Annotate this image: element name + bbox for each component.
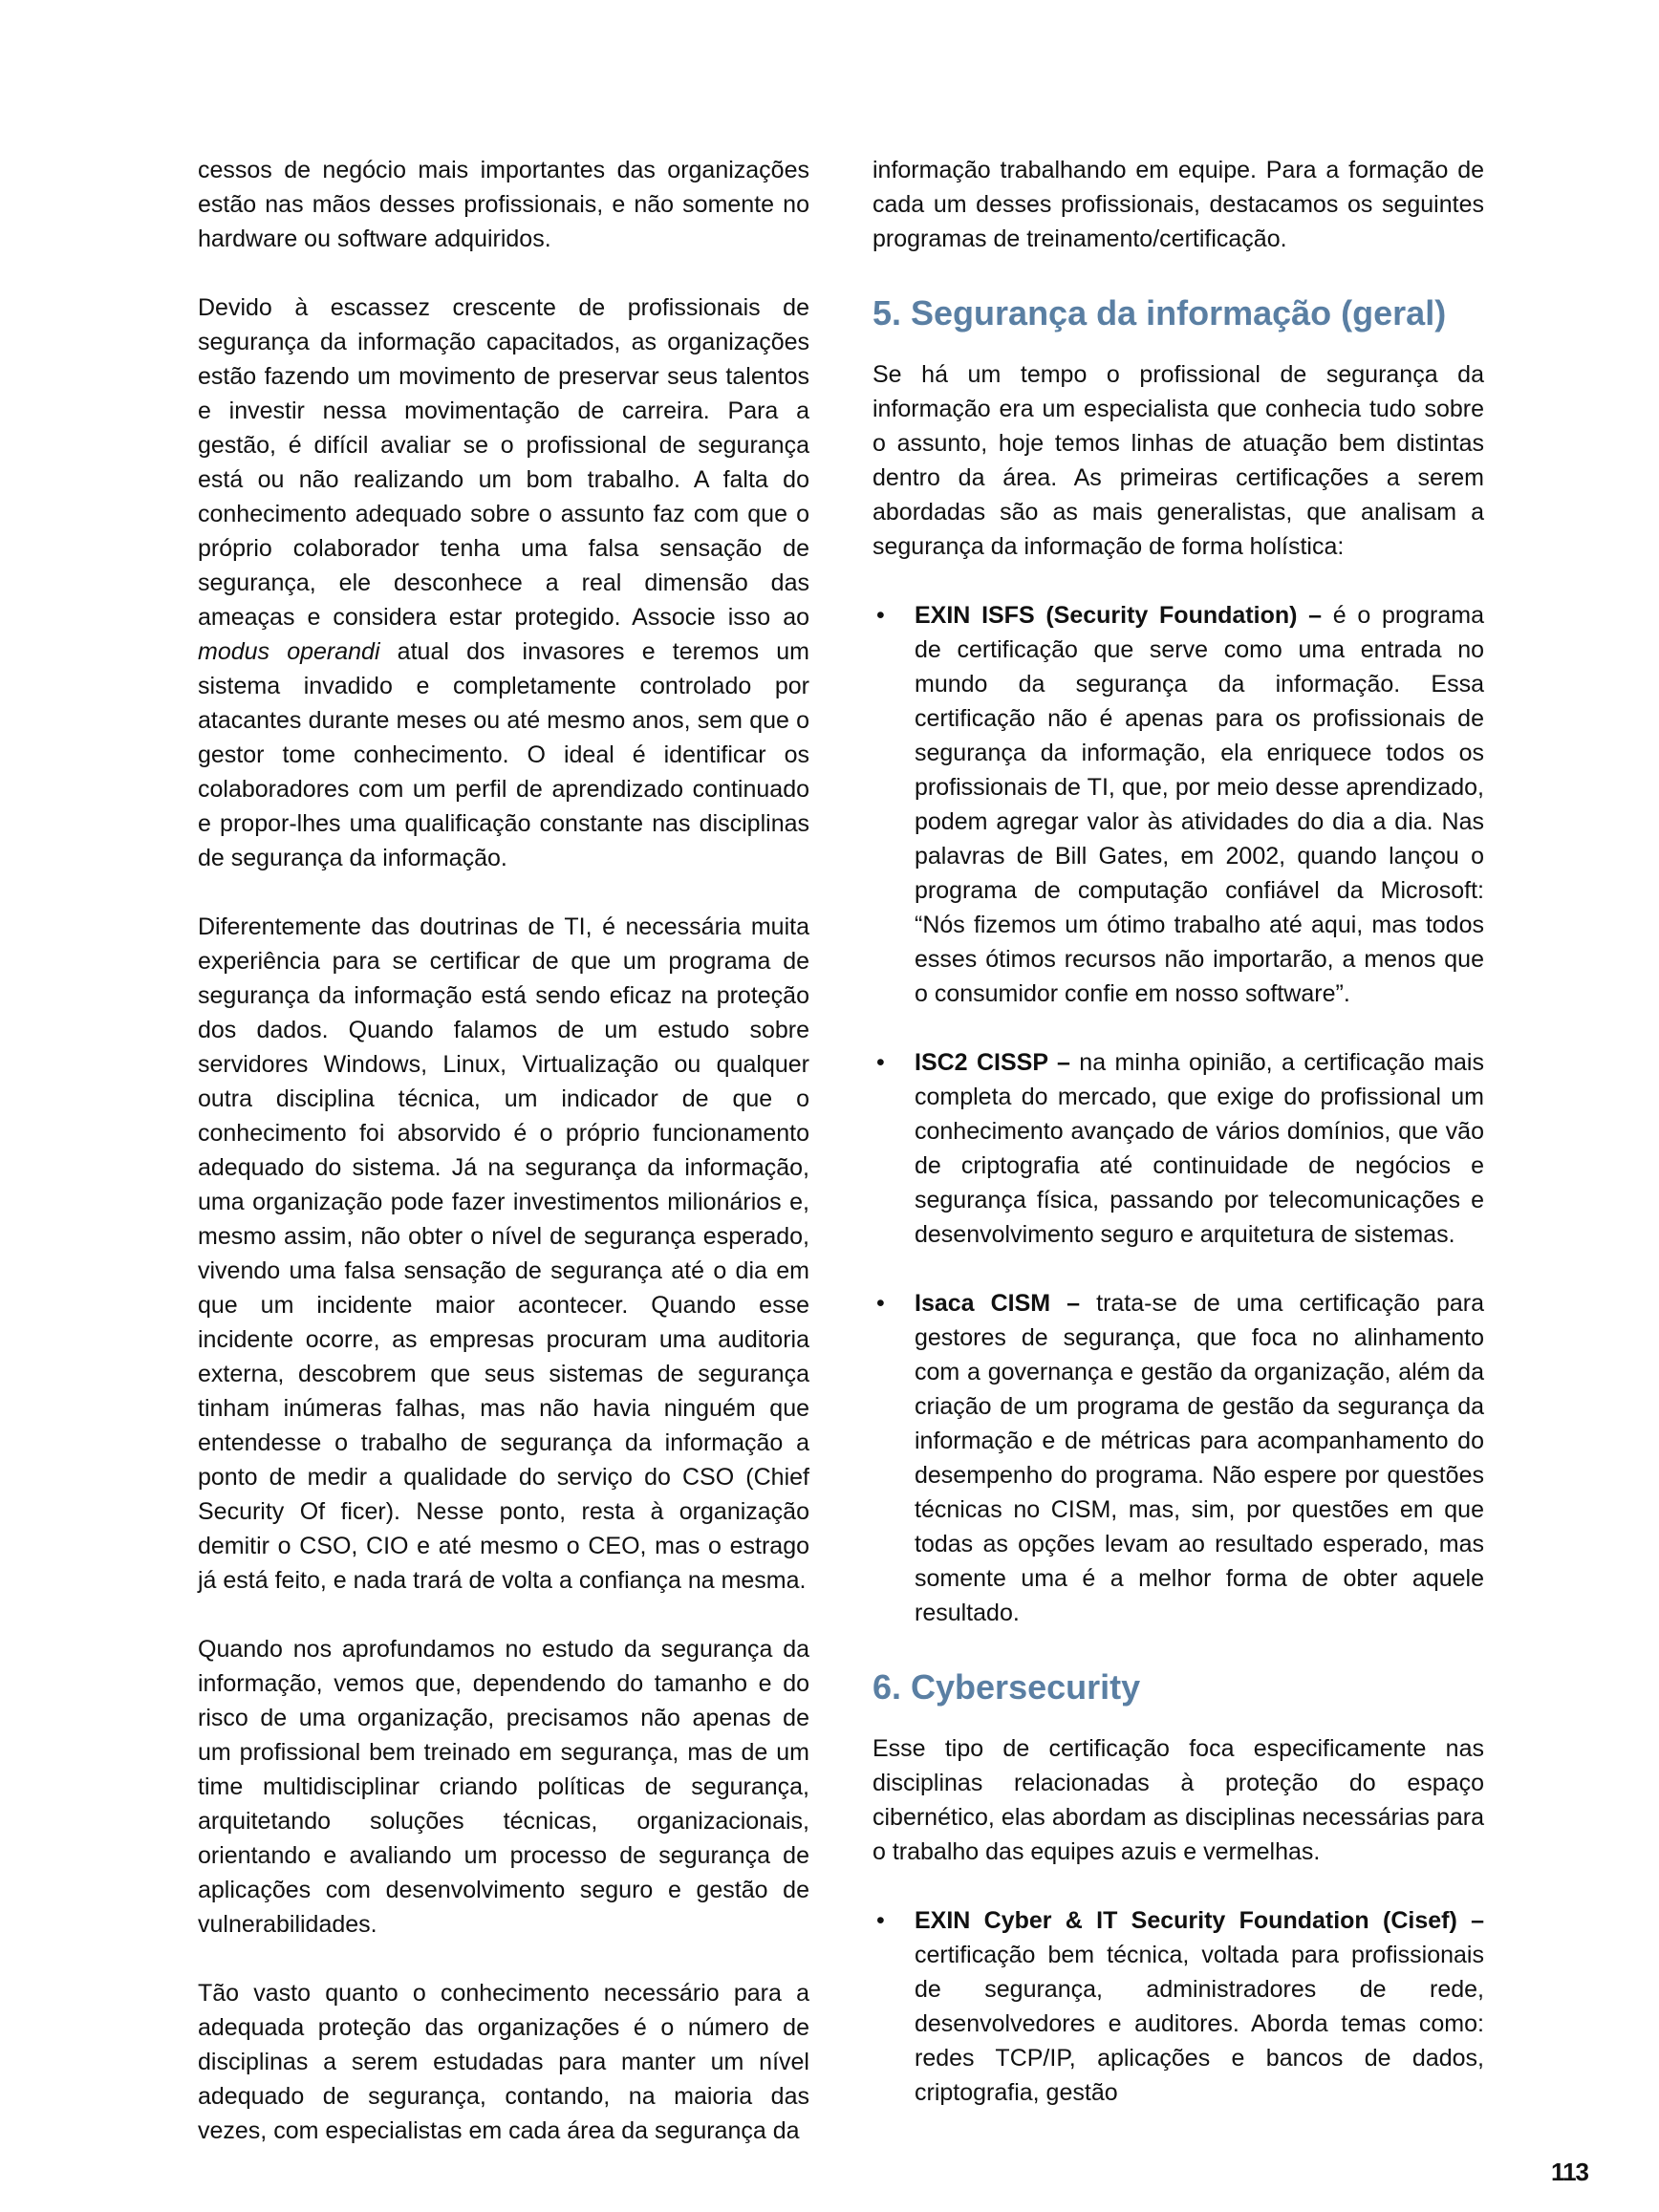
certification-name: EXIN Cyber & IT Security Foundation (Cisef) – — [915, 1907, 1484, 1934]
section-5-intro: Se há um tempo o profissional de segurança da informação era um especialista que conhecia tudo sobre o assunto, hoje temos linhas de atuação bem distintas dentro da área. As primeiras certificações a serem abordadas são as mais generalistas, que analisam a segurança da informação de forma holística: — [873, 361, 1484, 560]
bullet-icon: • — [876, 1907, 885, 1934]
list-item — [873, 1045, 1484, 1252]
certification-name: ISC2 CISSP – — [915, 1049, 1070, 1076]
paragraph: cessos de negócio mais importantes das organizações estão nas mãos desses profissionais, e não somente no hardware ou software adquiridos. — [198, 157, 809, 252]
section-5-list — [873, 598, 1484, 1630]
page-number: 113 — [1551, 2158, 1588, 2186]
section-6-list — [873, 1903, 1484, 2110]
paragraph: informação trabalhando em equipe. Para a formação de cada um desses profissionais, destacamos os seguintes programas de treinamento/certificação. — [873, 157, 1484, 252]
paragraph-text: Devido à escassez crescente de profissionais de segurança da informação capacitados, as organizações estão fazendo um movimento de preservar seus talentos e investir nessa movimentação de carreira. Para a gestão, é difícil avaliar se o profissional de segurança está ou não realizando um bom trabalho. A falta do conhecimento adequado sobre o assunto faz com que o próprio colaborador tenha uma falsa sensação de segurança, ele desconhece a real dimensão das ameaças e considera estar protegido. Associe isso ao — [198, 294, 809, 631]
certification-description: é o programa de certificação que serve como uma entrada no mundo da segurança da informação. Essa certificação não é apenas para os profissionais de segurança da informação, ela enriquece todos os profissionais de TI, que, por meio desse aprendizado, podem agregar valor às atividades do dia a dia. Nas palavras de Bill Gates, em 2002, quando lançou o programa de computação confiável da Microsoft: “Nós fizemos um ótimo trabalho até aqui, mas todos esses ótimos recursos não importarão, a menos que o consumidor confie em nosso software”. — [915, 602, 1485, 1007]
paragraph: Tão vasto quanto o conhecimento necessário para a adequada proteção das organizações é o número de disciplinas a serem estudadas para manter um nível adequado de segurança, contando, na maioria das vezes, com especialistas em cada área da segurança da — [198, 1980, 809, 2144]
paragraph-text: atual dos invasores e teremos um sistema invadido e completamente controlado por atacantes durante meses ou até mesmo anos, sem que o gestor tome conhecimento. O ideal é identificar os colaboradores com um perfil de aprendizado continuado e propor-lhes uma qualificação constante nas disciplinas de segurança da informação. — [198, 638, 809, 871]
paragraph — [198, 290, 809, 875]
section-6-intro: Esse tipo de certificação foca especificamente nas disciplinas relacionadas à proteção do espaço cibernético, elas abordam as disciplinas necessárias para o trabalho das equipes azuis e vermelhas. — [873, 1735, 1484, 1865]
section-5-title: 5. Segurança da informação (geral) — [873, 293, 1447, 333]
bullet-icon: • — [876, 1290, 885, 1317]
right-column — [873, 153, 1484, 2144]
certification-description: na minha opinião, a certificação mais completa do mercado, que exige do profissional um conhecimento avançado de vários domínios, que vão de criptografia até continuidade de negócios e segurança física, passando por telecomunicações e desenvolvimento seguro e arquitetura de sistemas. — [915, 1049, 1484, 1248]
bullet-icon: • — [876, 1049, 885, 1076]
certification-name: Isaca CISM – — [915, 1290, 1081, 1317]
certification-description: certificação bem técnica, voltada para profissionais de segurança, administradores de rede, desenvolvedores e auditores. Aborda temas como: redes TCP/IP, aplicações e bancos de dados, criptografia, gestão — [915, 1942, 1484, 2106]
list-item — [873, 598, 1484, 1011]
list-item — [873, 1286, 1484, 1630]
paragraph: Quando nos aprofundamos no estudo da segurança da informação, vemos que, dependendo do tamanho e do risco de uma organização, precisamos não apenas de um profissional bem treinado em segurança, mas de um time multidisciplinar criando políticas de segurança, arquitetando soluções técnicas, organizacionais, orientando e avaliando um processo de segurança de aplicações com desenvolvimento seguro e gestão de vulnerabilidades. — [198, 1636, 809, 1938]
certification-name: EXIN ISFS (Security Foundation) – — [915, 602, 1323, 629]
italic-term: modus operandi — [198, 638, 380, 665]
list-item — [873, 1903, 1484, 2110]
paragraph: Diferentemente das doutrinas de TI, é necessária muita experiência para se certificar de que um programa de segurança da informação está sendo eficaz na proteção dos dados. Quando falamos de um estudo sobre servidores Windows, Linux, Virtualização ou qualquer outra disciplina técnica, um indicador de que o conhecimento foi absorvido é o próprio funcionamento adequado do sistema. Já na segurança da informação, uma organização pode fazer investimentos milionários e, mesmo assim, não obter o nível de segurança esperado, vivendo uma falsa sensação de segurança até o dia em que um incidente maior acontecer. Quando esse incidente ocorre, as empresas procuram uma auditoria externa, descobrem que seus sistemas de segurança tinham inúmeras falhas, mas não havia ninguém que entendesse o trabalho de segurança da informação a ponto de medir a qualidade do serviço do CSO (Chief Security Of ficer). Nesse ponto, resta à organização demitir o CSO, CIO e até mesmo o CEO, mas o estrago já está feito, e nada trará de volta a confiança na mesma. — [198, 913, 809, 1594]
certification-description: trata-se de uma certificação para gestores de segurança, que foca no alinhamento com a governança e gestão da organização, além da criação de um programa de gestão da segurança da informação e de métricas para acompanhamento do desempenho do programa. Não espere por questões técnicas no CISM, mas, sim, por questões em que todas as opções levam ao resultado esperado, mas somente uma é a melhor forma de obter aquele resultado. — [915, 1290, 1485, 1626]
section-6-title: 6. Cybersecurity — [873, 1667, 1141, 1707]
bullet-icon: • — [876, 602, 885, 629]
left-column — [198, 153, 809, 2182]
